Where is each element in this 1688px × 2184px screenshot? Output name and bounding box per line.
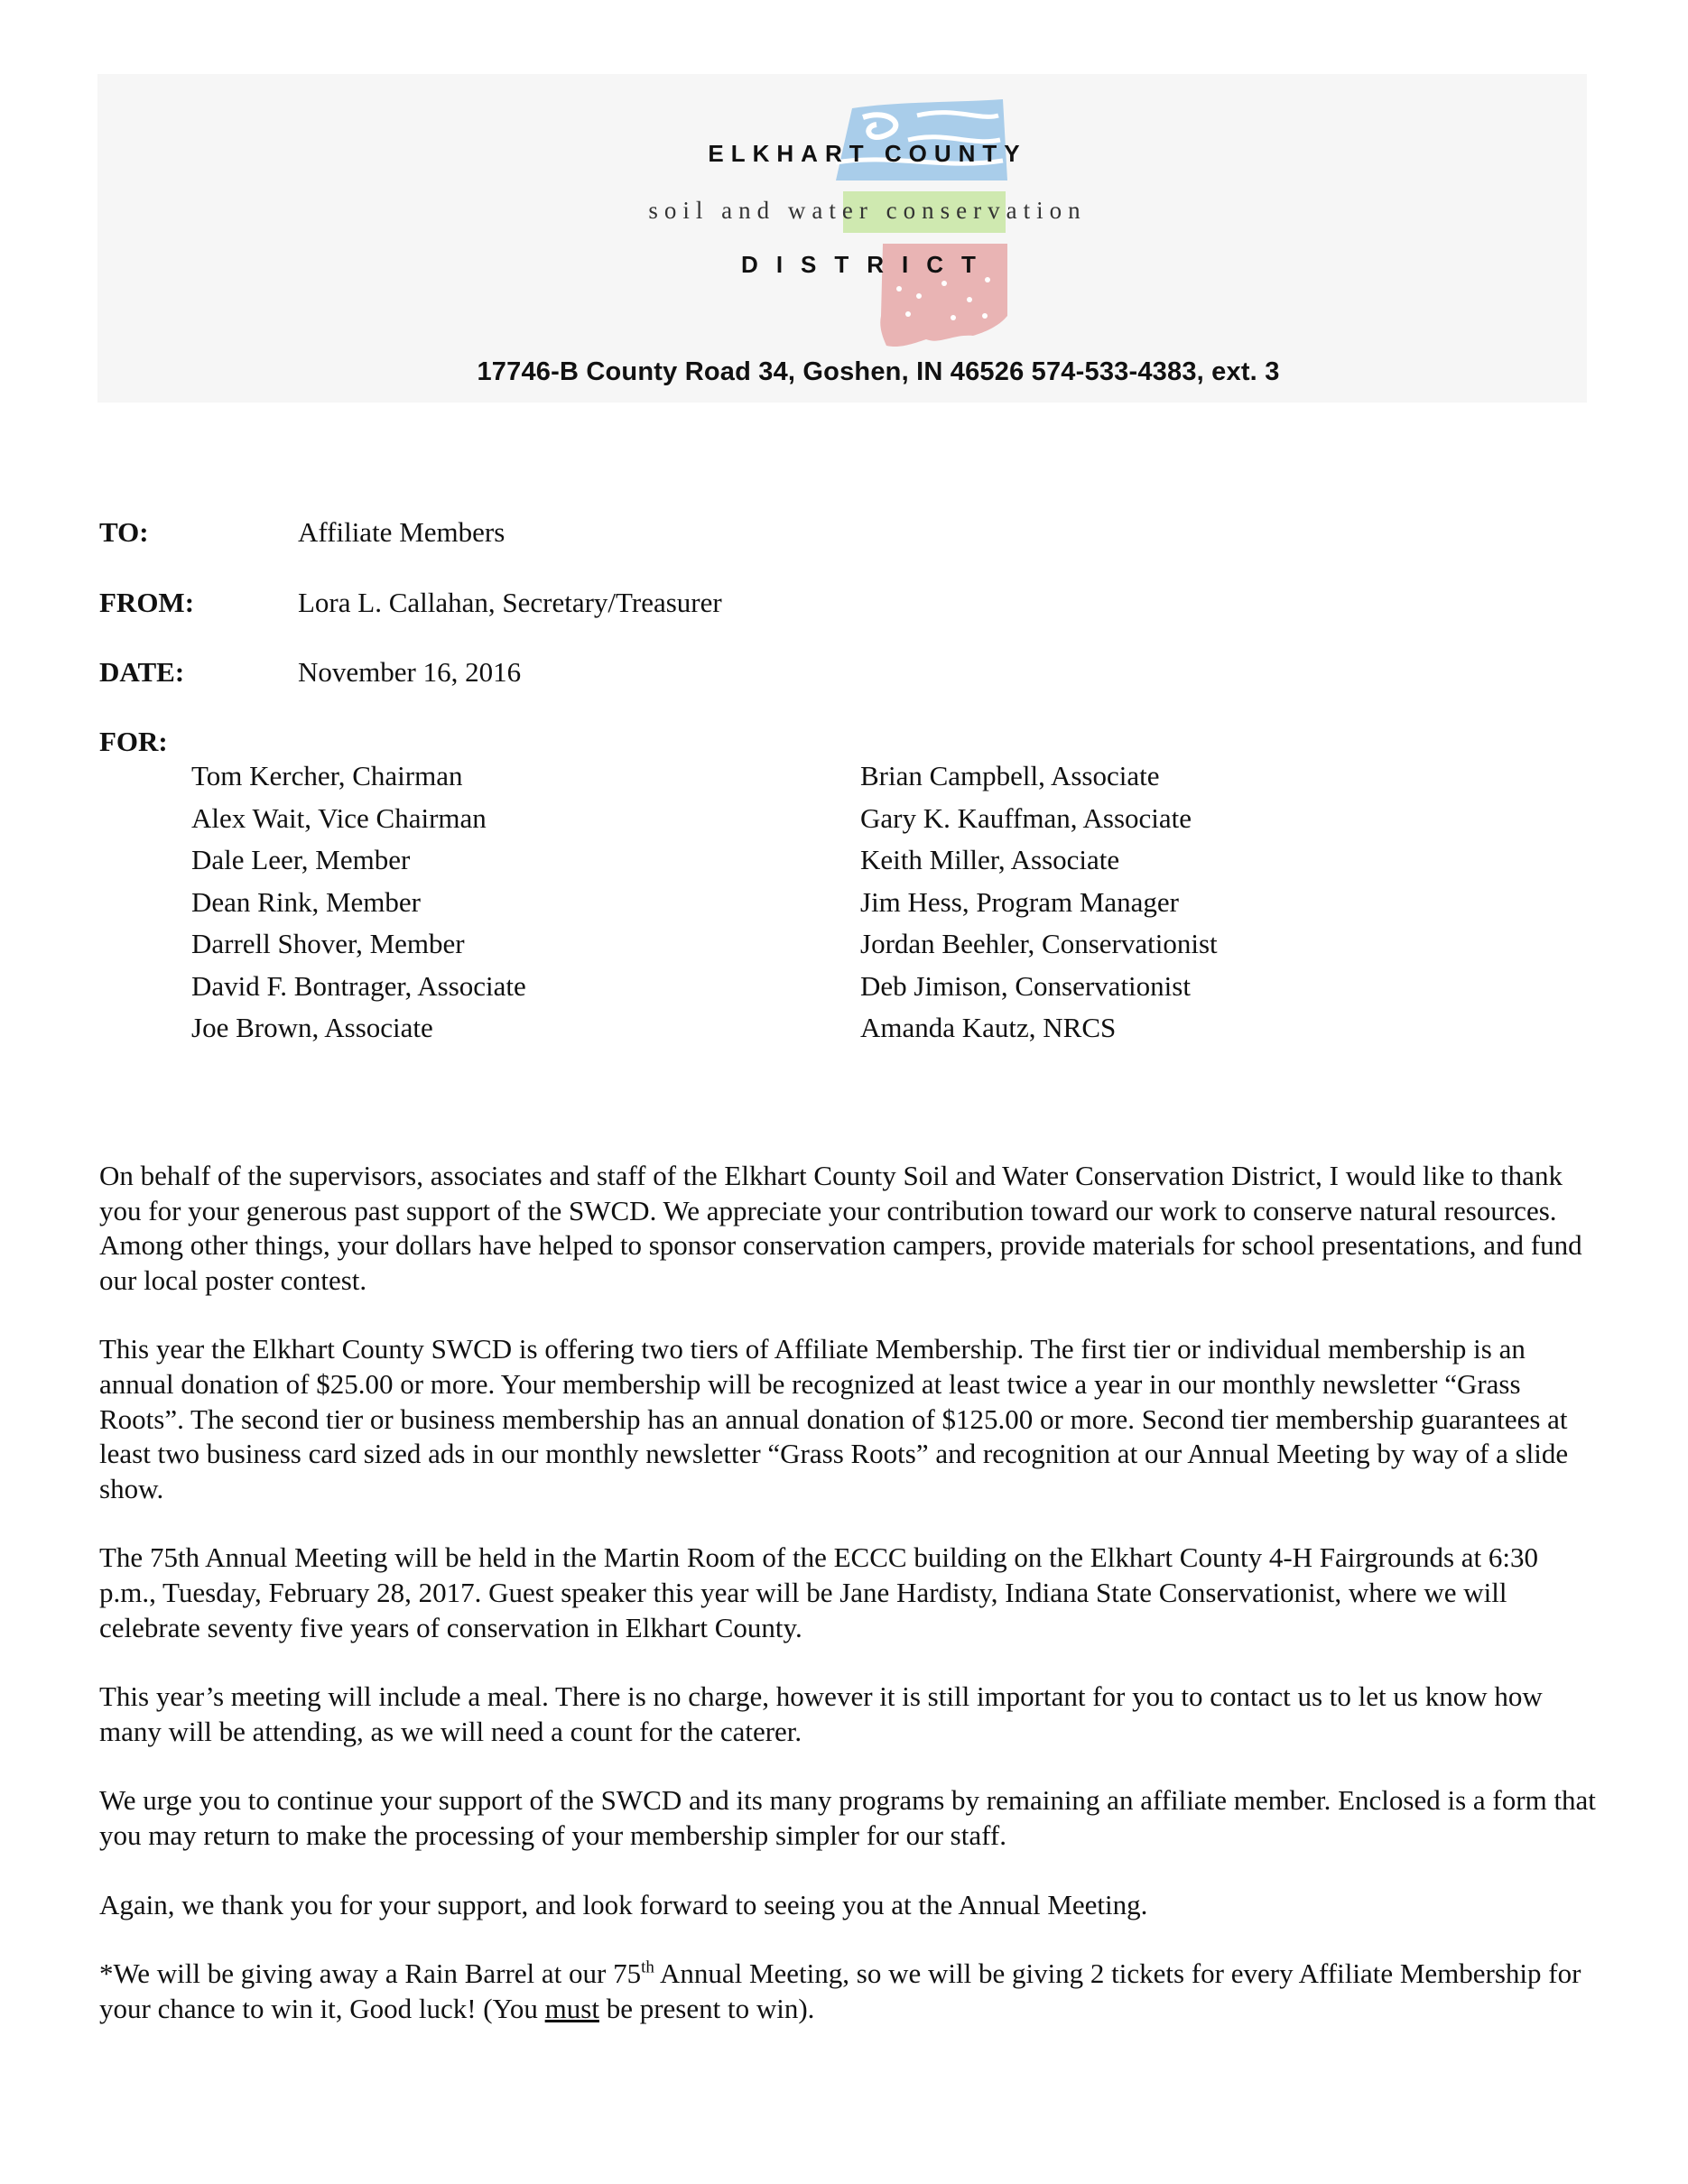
memo-date-label: DATE: [99, 656, 185, 688]
memo-for-label: FOR: [99, 726, 168, 757]
list-item: Jordan Beehler, Conservationist [860, 928, 1218, 959]
for-list-right [860, 755, 1218, 1050]
body-paragraph-3: The 75th Annual Meeting will be held in the Martin Room of the ECCC building on the Elkhart County 4-H Fairgrounds at 6:30 p.m., Tuesday, February 28, 2017. Guest speaker this year will be Jane Hardisty, Indiana State Conservationist, where we will celebrate seventy five years of conservation in Elkhart County. [99, 1541, 1539, 1643]
letter-body [99, 1159, 1598, 2060]
list-item: Brian Campbell, Associate [860, 760, 1160, 791]
letterhead-address: 17746-B County Road 34, Goshen, IN 46526 574-533-4383, ext. 3 [477, 357, 1280, 386]
ordinal-suffix: th [641, 1957, 654, 1977]
list-item: Alex Wait, Vice Chairman [191, 801, 487, 834]
list-item: Dean Rink, Member [191, 885, 421, 918]
list-item: David F. Bontrager, Associate [191, 969, 526, 1002]
list-item: Tom Kercher, Chairman [191, 760, 463, 791]
must-underlined: must [544, 1992, 599, 2024]
memo-date-value: November 16, 2016 [298, 656, 522, 688]
body-paragraph-2: This year the Elkhart County SWCD is offering two tiers of Affiliate Membership. The first tier or individual membership is an annual donation of $25.00 or more. Your membership will be recognized at least twice a year in our monthly newsletter “Grass Roots”. The second tier or business membership has an annual donation of $125.00 or more. Second tier membership guarantees at least two business card sized ads in our monthly newsletter “Grass Roots” and recognition at our Annual Meeting by way of a slide show. [99, 1333, 1569, 1504]
swcd-logo [682, 90, 1197, 379]
letterhead-tagline: soil and water conservation [648, 197, 1087, 224]
letterhead-district: DISTRICT [741, 251, 994, 278]
body-paragraph-7 [99, 1957, 1598, 2026]
list-item: Dale Leer, Member [191, 844, 411, 875]
list-item: Darrell Shover, Member [191, 928, 465, 959]
memo-from-label: FROM: [99, 587, 195, 618]
body-paragraph-1: On behalf of the supervisors, associates and staff of the Elkhart County Soil and Water Conservation District, I would like to thank you for your generous past support of the SWCD. We appreciate your contribution toward our work to conserve natural resources. Among other things, your dollars have helped to sponsor conservation campers, provide materials for school presentations, and fund our local poster contest. [99, 1160, 1582, 1296]
list-item: Joe Brown, Associate [191, 1012, 433, 1043]
list-item: Jim Hess, Program Manager [860, 885, 1179, 918]
raffle-text-c: be present to win). [598, 1992, 815, 2024]
list-item: Amanda Kautz, NRCS [860, 1012, 1117, 1043]
memo-to-value: Affiliate Members [298, 516, 505, 548]
letterhead-county: ELKHART COUNTY [708, 140, 1027, 167]
memo-to-label: TO: [99, 516, 149, 548]
list-item: Keith Miller, Associate [860, 844, 1120, 875]
letterhead [97, 74, 1587, 403]
list-item: Gary K. Kauffman, Associate [860, 801, 1192, 834]
body-paragraph-5: We urge you to continue your support of the SWCD and its many programs by remaining an affiliate member. Enclosed is a form that you may return to make the processing of your membership simpler for our staff. [99, 1784, 1596, 1851]
body-paragraph-6: Again, we thank you for your support, and look forward to seeing you at the Annual Meeting. [99, 1888, 1148, 1920]
for-list-left [191, 755, 526, 1050]
list-item: Deb Jimison, Conservationist [860, 969, 1191, 1002]
raffle-text-b: Annual Meeting, so we will be giving 2 tickets for every Affiliate Membership for your chance to win it, Good luck! (You [99, 1957, 1581, 2024]
raffle-text-a: *We will be giving away a Rain Barrel at our 75 [99, 1957, 642, 1990]
memo-from-value: Lora L. Callahan, Secretary/Treasurer [298, 587, 722, 618]
body-paragraph-4: This year’s meeting will include a meal. There is no charge, however it is still important for you to contact us to let us know how many will be attending, as we will need a count for the caterer. [99, 1680, 1543, 1747]
